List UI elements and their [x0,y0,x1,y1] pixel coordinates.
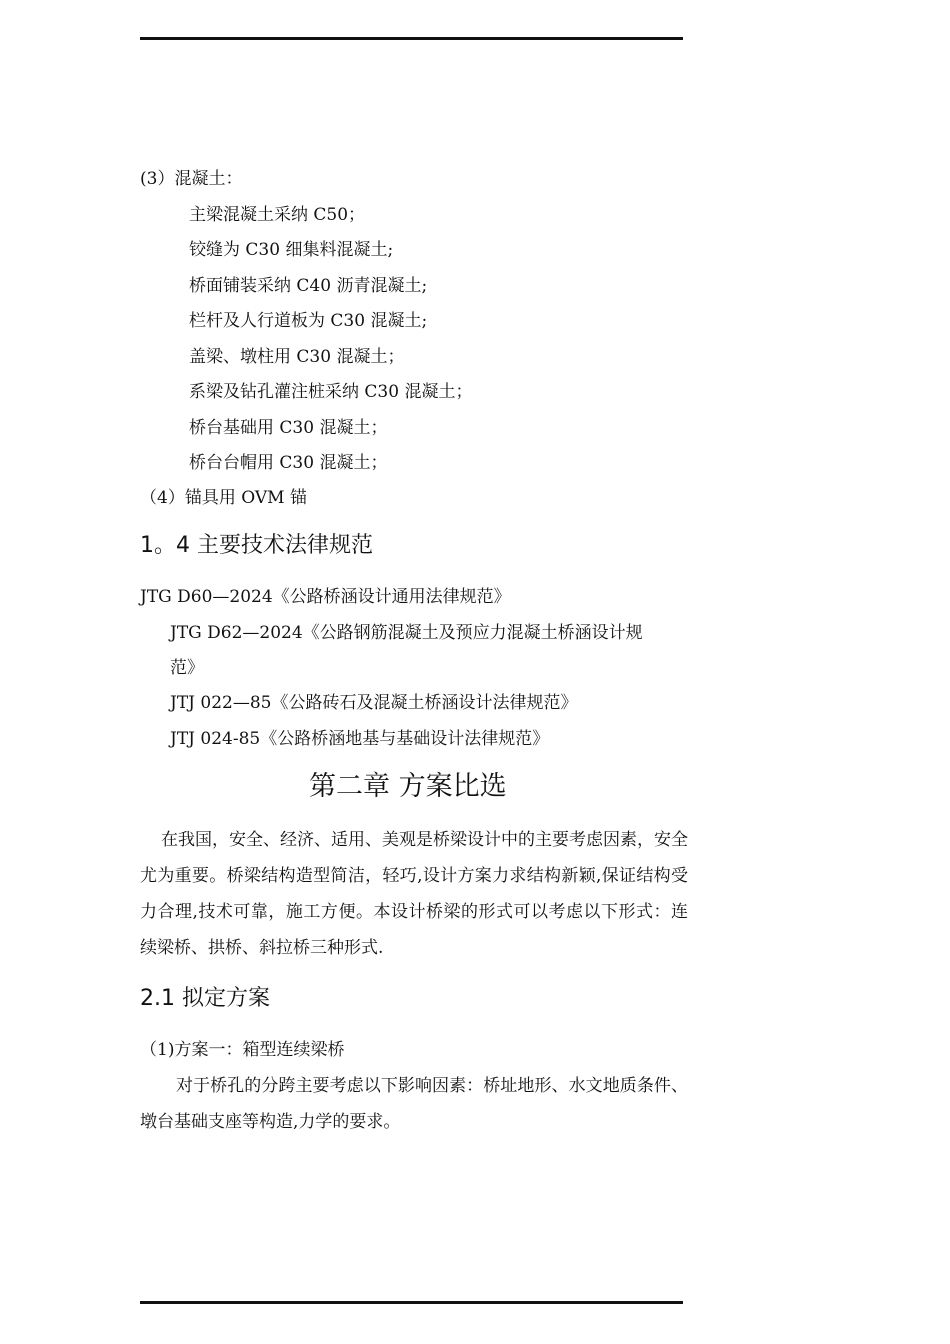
section-2-1-title: 2.1 拟定方案 [140,986,270,1011]
chapter-title: 第二章 方案比选 [309,771,507,802]
concrete-item: 铰缝为 C30 细集料混凝土; [189,240,394,260]
standard-item: JTJ 024-85《公路桥涵地基与基础设计法律规范》 [170,729,550,749]
standard-item-continuation: 范》 [170,658,204,678]
concrete-item: 栏杆及人行道板为 C30 混凝土; [189,311,428,331]
option1-heading: （1)方案一：箱型连续梁桥 [140,1040,345,1060]
concrete-item: 桥面铺装采纳 C40 沥青混凝土; [189,276,428,296]
concrete-item: 桥台基础用 C30 混凝土； [189,418,388,438]
standard-item: JTG D62—2024《公路钢筋混凝土及预应力混凝土桥涵设计规 [170,623,643,643]
header-rule [140,37,683,40]
concrete-item: 盖梁、墩柱用 C30 混凝土； [189,347,405,367]
standard-item: JTG D60—2024《公路桥涵设计通用法律规范》 [140,587,511,607]
concrete-item: 桥台台帽用 C30 混凝土； [189,453,388,473]
standard-item: JTJ 022—85《公路砖石及混凝土桥涵设计法律规范》 [170,693,578,713]
chapter-intro: 在我国，安全、经济、适用、美观是桥梁设计中的主要考虑因素，安全尤为重要。桥梁结构造型简洁，轻巧,设计方案力求结构新颖,保证结构受力合理,技术可靠，施工方便。本设计桥梁的形式可以考虑以下形式：连续梁桥、拱桥、斜拉桥三种形式. [140,830,688,958]
concrete-heading: (3）混凝土： [140,169,243,189]
footer-rule [140,1301,683,1304]
section-1-4-title: 1。4 主要技术法律规范 [140,533,373,558]
option1-paragraph: 对于桥孔的分跨主要考虑以下影响因素：桥址地形、水文地质条件、墩台基础支座等构造,力学的要求。 [140,1076,688,1132]
anchor-line: （4）锚具用 OVM 锚 [140,488,307,508]
concrete-item: 主梁混凝土采纳 C50； [189,205,366,225]
concrete-item: 系梁及钻孔灌注桩采纳 C30 混凝土； [189,382,473,402]
